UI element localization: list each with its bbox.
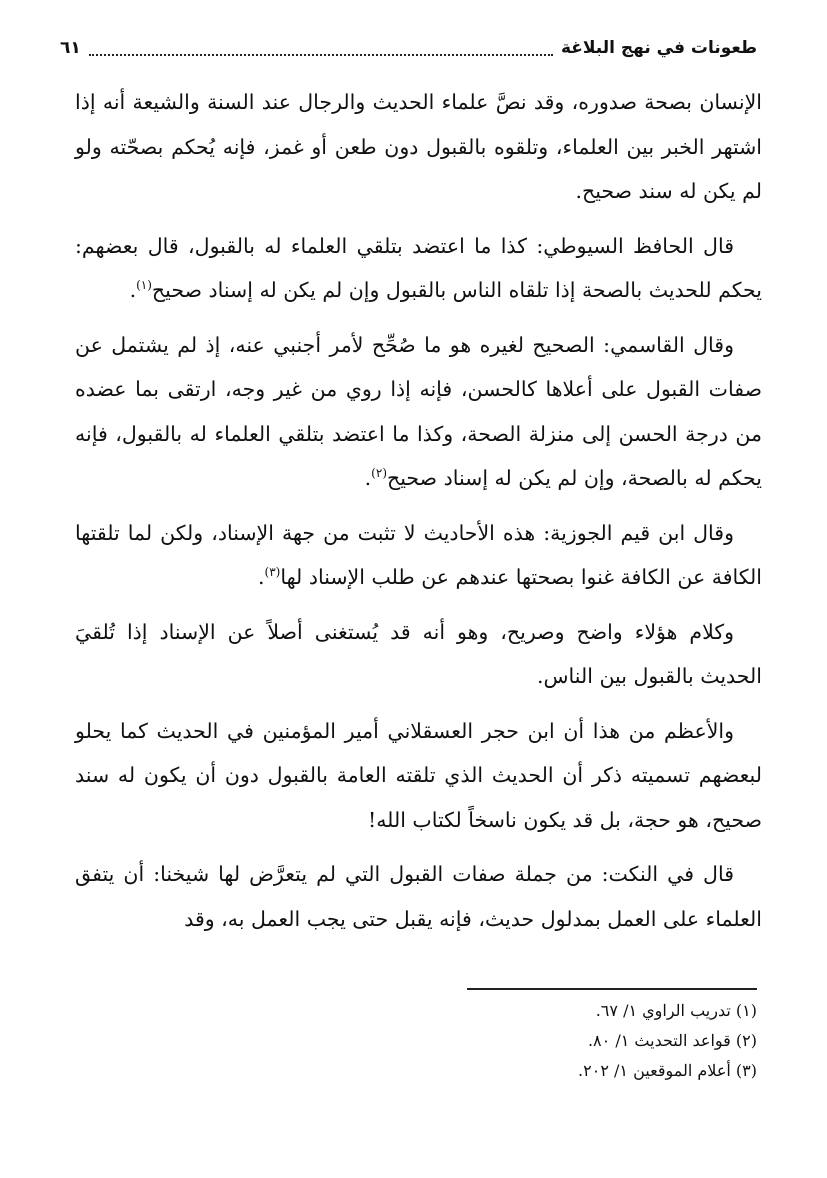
paragraph: الإنسان بصحة صدوره، وقد نصَّ علماء الحديث والرجال عند السنة والشيعة أنه إذا اشتهر الخبر بين العلماء، وتلقوه بالقبول دون طعن أو غمز، فإنه يُحكم بصحّته ولو لم يكن له سند صحيح. — [75, 90, 762, 203]
footnote-divider — [467, 988, 757, 990]
running-header — [60, 30, 757, 66]
footnote: (٢) قواعد التحديث ١/ ٨٠. — [587, 1031, 757, 1050]
footnote-ref: (٢) — [371, 466, 387, 481]
footnote-ref: (٣) — [264, 565, 281, 580]
paragraph: وقال القاسمي: الصحيح لغيره هو ما صُحِّح لأمر أجنبي عنه، إذ لم يشتمل عن صفات القبول على أعلاها كالحسن، فإنه إذا روي من غير وجه، ارتقى بما عضده من درجة الحسن إلى منزلة الصحة، وكذا ما اعتضد بتلقي العلماء له بالقبول، فإنه يحكم له بالصحة، وإن لم يكن له إسناد صحيح$^{(٢)}$. — [75, 332, 762, 490]
paragraph: والأعظم من هذا أن ابن حجر العسقلاني أمير المؤمنين في الحديث كما يحلو لبعضهم تسميته ذكر أن الحديث الذي تلقته العامة بالقبول دون أن يكون له سند صحيح، هو حجة، بل قد يكون ناسخاً لكتاب الله! — [75, 718, 762, 832]
paragraph: وقال ابن قيم الجوزية: هذه الأحاديث لا تثبت من جهة الإسناد، ولكن لما تلقتها الكافة عن الكافة غنوا بصحتها عندهم عن طلب الإسناد لها$^{(٣)}$. — [75, 520, 762, 589]
page-number: ٦١ — [60, 38, 81, 58]
leader-dots — [89, 40, 553, 56]
paragraph: قال في النكت: من جملة صفات القبول التي لم يتعرَّض لها شيخنا: أن يتفق العلماء على العمل بمدلول حديث، فإنه يقبل حتى يجب العمل به، وقد — [75, 862, 762, 931]
body-text — [75, 80, 762, 951]
paragraph: قال الحافظ السيوطي: كذا ما اعتضد بتلقي العلماء له بالقبول، قال بعضهم: يحكم للحديث بالصحة إذا تلقاه الناس بالقبول وإن لم يكن له إسناد صحيح$^{(١)}$. — [75, 233, 762, 302]
footnote: (١) تدريب الراوي ١/ ٦٧. — [595, 1001, 757, 1020]
footnote: (٣) أعلام الموقعين ١/ ٢٠٢. — [578, 1061, 757, 1080]
book-title: طعونات في نهج البلاغة — [560, 38, 757, 58]
paragraph: وكلام هؤلاء واضح وصريح، وهو أنه قد يُستغنى أصلاً عن الإسناد إذا تُلقيَ الحديث بالقبول بين الناس. — [75, 619, 762, 688]
footnote-ref: (١) — [136, 278, 152, 293]
footnotes — [75, 988, 757, 1086]
